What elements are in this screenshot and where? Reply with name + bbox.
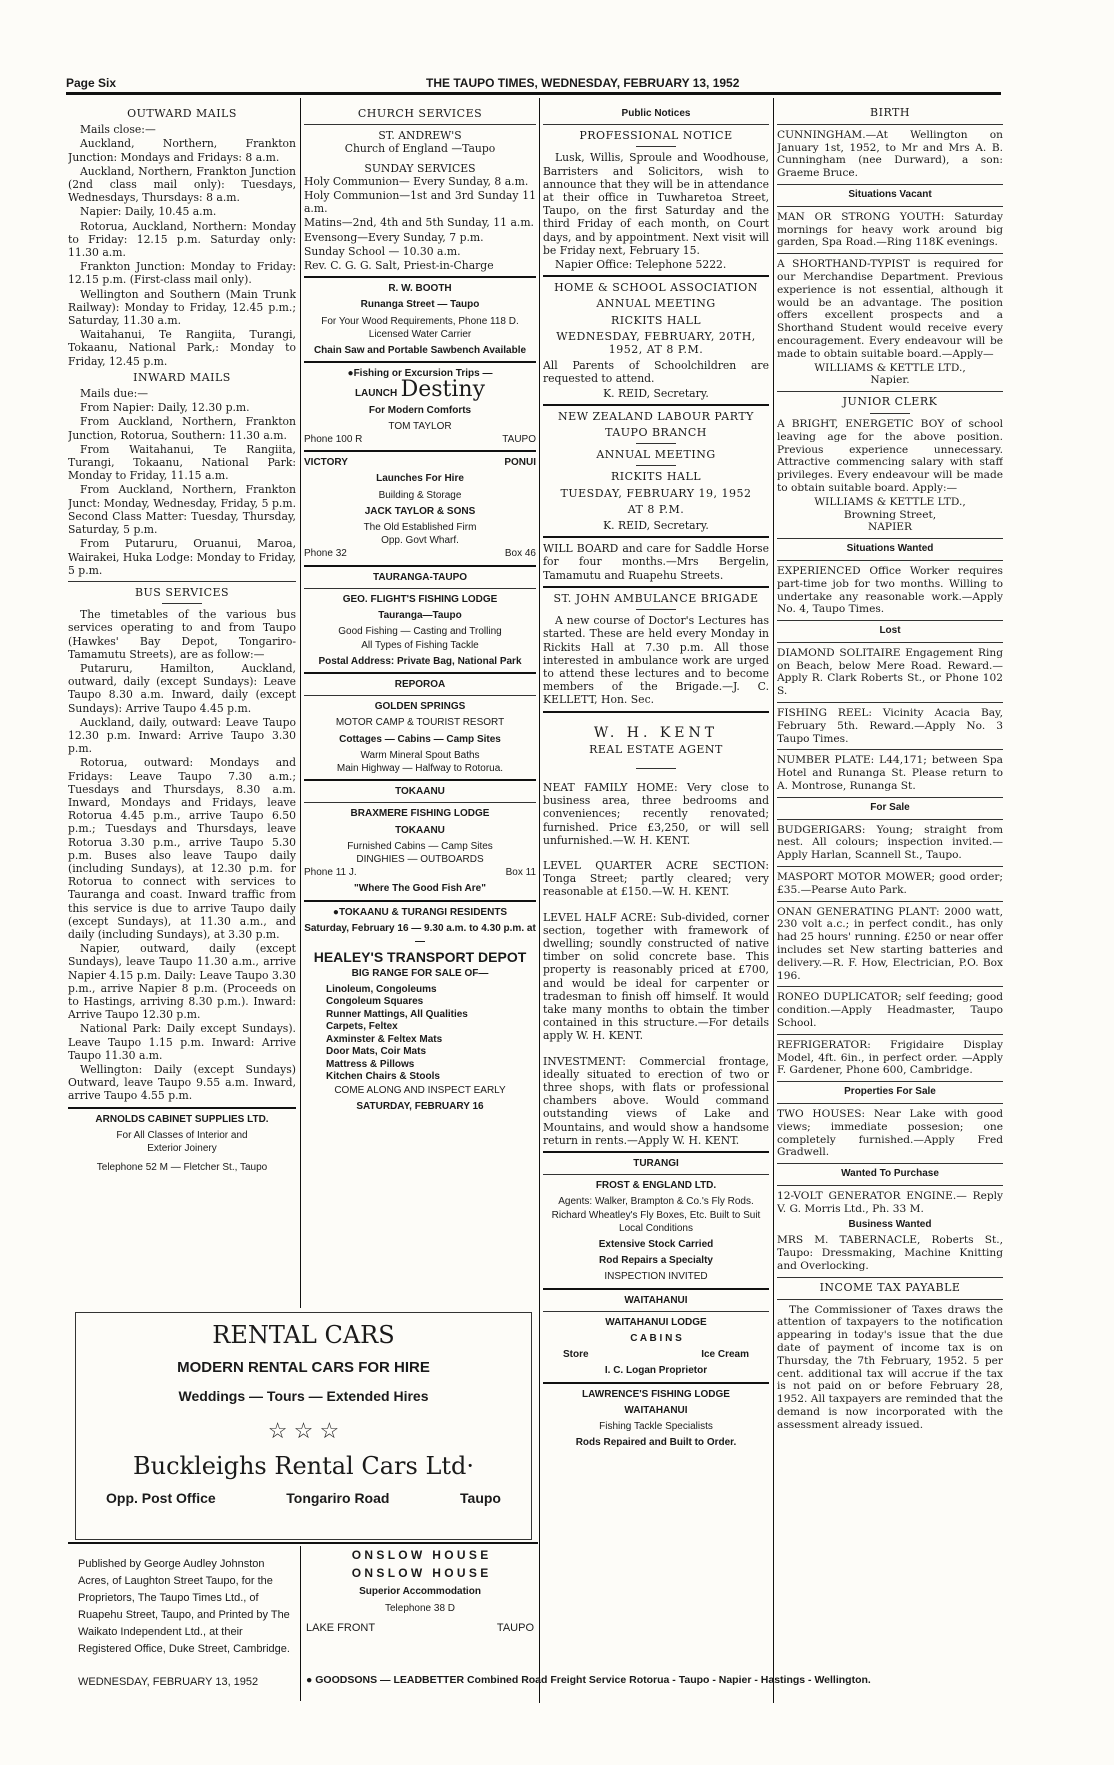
service-item: Holy Communion—1st and 3rd Sunday 11 a.m.: [304, 189, 536, 216]
stjohn-title: ST. JOHN AMBULANCE BRIGADE: [553, 591, 759, 605]
divider: [777, 1163, 1003, 1164]
page-number: Page Six: [66, 76, 117, 90]
divider: [777, 538, 1003, 539]
sale-item: Axminster & Feltex Mats: [326, 1033, 443, 1045]
divider: [777, 1103, 1003, 1104]
divider: [304, 124, 536, 125]
lawrence-title: LAWRENCE'S FISHING LODGE: [582, 1388, 730, 1400]
classified-ad: A BRIGHT, ENERGETIC BOY of school leaving age for the above position. Previous experience unnecessary. Attractive commencing salary with staff privileges. Every endeavour will be made to obtain suitable board. Apply:—: [777, 417, 1003, 494]
divider: [543, 711, 769, 713]
turangi-title: TURANGI: [633, 1158, 679, 1169]
box46: Box 46: [504, 548, 536, 560]
onslow-front: LAKE FRONT: [306, 1622, 376, 1634]
onslow-sup: Superior Accommodation: [359, 1586, 481, 1597]
mail-item: Waitahanui, Te Rangiita, Turangi, Tokaanu, National Park,: Monday to Friday, 12.45 p.m.: [68, 328, 296, 368]
braxmere-sub: TOKAANU: [395, 824, 445, 836]
mail-item: Frankton Junction: Monday to Friday: 12.15 p.m. (First-class mail only).: [68, 260, 296, 287]
footer-goodsons: [306, 1674, 1006, 1686]
will-board: WILL BOARD and care for Saddle Horse for four months.—Mrs Bergelin, Tamamutu and Ruapehu Streets.: [543, 542, 769, 582]
warm-baths: Warm Mineral Spout Baths: [360, 749, 480, 761]
classified-ad: MRS M. TABERNACLE, Roberts St., Taupo: Dressmaking, Machine Knitting and Overlocking.: [777, 1234, 1003, 1272]
divider: [543, 1288, 769, 1290]
dinghies: DINGHIES — OUTBOARDS: [356, 853, 484, 865]
church-sub: Church of England —Taupo: [344, 142, 496, 156]
divider: [777, 1277, 1003, 1278]
column-mails-bus: [68, 104, 296, 1308]
postal: Postal Address: Private Bag, National Park: [318, 655, 522, 667]
wanted-purchase-title: Wanted To Purchase: [841, 1168, 939, 1180]
prof-office: Napier Office: Telephone 5222.: [555, 258, 727, 272]
mail-item: Auckland, Northern, Frankton Junction (2nd class mail only): Tuesdays, Wednesdays, Thursdays: 8 a.m.: [68, 164, 296, 205]
main-highway: Main Highway — Halfway to Rotorua.: [336, 762, 504, 774]
hsa-sub: ANNUAL MEETING: [596, 297, 716, 311]
mail-item: Rotorua, Auckland, Northern: Monday to Friday: 12.15 p.m. Saturday only: 11.30 a.m.: [68, 219, 296, 260]
napier: NAPIER: [868, 521, 912, 534]
jack-taylor: JACK TAYLOR & SONS: [364, 505, 476, 517]
divider: [777, 986, 1003, 987]
launch-label: LAUNCH: [354, 388, 398, 400]
ponui: PONUI: [504, 457, 536, 469]
arnolds-line: For All Classes of Interior and: [116, 1129, 248, 1141]
labour-title: NEW ZEALAND LABOUR PARTY: [558, 409, 754, 423]
divider: [777, 253, 1003, 254]
column-church-ads: [304, 104, 536, 1308]
divider: [543, 1174, 769, 1175]
divider: [304, 565, 536, 567]
tom-taylor: TOM TAYLOR: [388, 420, 452, 432]
divider: [304, 779, 536, 781]
rickits-hall: RICKITS HALL: [610, 470, 702, 484]
divider: [777, 819, 1003, 820]
outward-mails-title: OUTWARD MAILS: [127, 107, 237, 120]
bus-item: National Park: Daily except Sundays). Leave Taupo 1.15 p.m. Inward: Arrive Taupo 11.30 a.m.: [68, 1022, 296, 1062]
frost-title: FROST & ENGLAND LTD.: [595, 1180, 717, 1192]
bus-item: Wellington: Daily (except Sundays) Outward, leave Taupo 9.55 a.m. Inward, arrive Taupo 4.55 p.m.: [68, 1063, 296, 1103]
junior-clerk-title: JUNIOR CLERK: [842, 395, 938, 409]
goodsons-text: GOODSONS — LEADBETTER Combined Road Freight Service Rotorua - Taupo - Napier - Hastings - Wellington.: [315, 1674, 871, 1686]
service-item: Matins—2nd, 4th and 5th Sunday, 11 a.m.: [304, 216, 534, 230]
classified-ad: 12-VOLT GENERATOR ENGINE.— Reply V. G. Morris Ltd., Ph. 33 M.: [777, 1189, 1003, 1215]
onslow-line: O N S L O W H O U S E: [351, 1548, 489, 1562]
taupo-label: TAUPO: [502, 434, 536, 446]
annual-meeting: ANNUAL MEETING: [596, 448, 716, 462]
church-name: ST. ANDREW'S: [378, 129, 462, 143]
arnolds-title: ARNOLDS CABINET SUPPLIES LTD.: [95, 1113, 269, 1125]
kent-sub: REAL ESTATE AGENT: [589, 742, 723, 756]
motor-camp: MOTOR CAMP & TOURIST RESORT: [335, 717, 505, 729]
divider: [636, 609, 676, 610]
service-item: Evensong—Every Sunday, 7 p.m.: [304, 230, 484, 244]
column-classifieds: [777, 104, 1003, 1704]
wanted-title: Situations Wanted: [846, 543, 934, 555]
residents: ● TOKAANU & TURANGI RESIDENTS: [304, 906, 536, 919]
star-icons: ☆ ☆ ☆: [267, 1418, 340, 1443]
header-rule: [66, 92, 1001, 95]
income-tax-title: INCOME TAX PAYABLE: [819, 1280, 961, 1294]
healey-title: HEALEY'S TRANSPORT DEPOT: [313, 949, 527, 966]
divider: [304, 695, 536, 696]
bus-services-title: BUS SERVICES: [134, 585, 230, 599]
tauranga-title: TAURANGA-TAUPO: [372, 571, 468, 583]
launch-name: Destiny: [400, 377, 486, 403]
come-along: COME ALONG AND INSPECT EARLY: [334, 1084, 506, 1096]
rental-line: Weddings — Tours — Extended Hires: [178, 1388, 429, 1404]
williams-kettle: WILLIAMS & KETTLE LTD.,: [814, 495, 966, 508]
divider: [777, 866, 1003, 867]
tackle: All Types of Fishing Tackle: [361, 639, 479, 651]
divider: [777, 184, 1003, 185]
rickits-hall: RICKITS HALL: [610, 313, 702, 327]
mail-item: From Auckland, Northern, Frankton Junct: Monday, Wednesday, Friday, 5 p.m. Second Class Matter: Tuesday, Thursday, Saturday, 5 p.m.: [68, 483, 296, 537]
classified-ad: NUMBER PLATE: L44,171; between Spa Hotel and Runanga St. Please return to A. Montrose, Runanga St.: [777, 754, 1003, 793]
divider: [777, 901, 1003, 902]
lawrence-sub: WAITAHANUI: [624, 1404, 688, 1416]
classified-ad: MASPORT MOTOR MOWER; good order; £35.—Pearse Auto Park.: [777, 871, 1003, 896]
classified-ad: TWO HOUSES: Near Lake with good views; immediate possesion; one completely furnished.—Apply Fred Gradwell.: [777, 1108, 1003, 1159]
williams-kettle: WILLIAMS & KETTLE LTD.,: [814, 361, 966, 374]
saturday-time: Saturday, February 16 — 9.30 a.m. to 4.30 p.m. at—: [304, 922, 536, 947]
divider: [543, 124, 769, 125]
church-title: CHURCH SERVICES: [357, 107, 483, 120]
onslow-line: O N S L O W H O U S E: [351, 1566, 489, 1580]
bus-item: Rotorua, outward: Mondays and Fridays: Leave Taupo 7.30 a.m.; Tuesdays and Thursdays, 8.30 a.m. Inward, Mondays and Fridays, leave Rotorua 4.45 p.m., arrive Taupo 6.50 p.m.; Tuesdays and Thursdays, leave Rotorua 3.30 p.m., arrive Taupo 5.30 p.m. Buses also leave Taupo daily (including Sundays), at 12.30 p.m. for Rotorua to connect with services to Tauranga and coast. Inward traffic from this service is due to arrive Taupo daily (except Sundays), at 11.30 a.m., and daily (including Sundays), at 3.30 p.m.: [68, 756, 296, 941]
birth-body: CUNNINGHAM.—At Wellington on January 1st, 1952, to Mr and Mrs A. B. Cunningham (nee Durward), a son: Graeme Bruce.: [777, 128, 1003, 180]
divider: [777, 642, 1003, 643]
vacant-title: Situations Vacant: [848, 188, 932, 200]
onslow-ad: [306, 1548, 534, 1634]
old-firm: The Old Established Firm: [363, 522, 477, 534]
flight-lodge: GEO. FLIGHT'S FISHING LODGE: [342, 593, 498, 605]
kent-ad: LEVEL QUARTER ACRE SECTION: Tonga Street; partly cleared; very reasonable at £150.—W. H. KENT.: [543, 858, 769, 899]
golden-springs: GOLDEN SPRINGS: [374, 701, 466, 713]
prof-notice-title: PROFESSIONAL NOTICE: [579, 129, 733, 143]
furnished: Furnished Cabins — Camp Sites: [347, 840, 493, 852]
divider: [777, 749, 1003, 750]
comforts: For Modern Comforts: [368, 404, 472, 416]
mail-item: Napier: Daily, 10.45 a.m.: [80, 205, 217, 219]
rental-name: Buckleighs Rental Cars Ltd·: [132, 1452, 475, 1480]
divider: [543, 586, 769, 588]
flight-sub: Tauranga—Taupo: [378, 610, 462, 622]
service-item: Sunday School — 10.30 a.m.: [304, 244, 461, 258]
fishing-head: ● Fishing or Excursion Trips —: [304, 367, 536, 380]
divider: [636, 768, 676, 769]
mail-item: Wellington and Southern (Main Trunk Railway): Monday to Friday, 12.45 p.m.; Saturday, 11.30 a.m.: [68, 287, 296, 328]
business-title: Business Wanted: [848, 1218, 932, 1230]
classified-ad: DIAMOND SOLITAIRE Engagement Ring on Beach, below Mere Road. Reward.—Apply R. Clark Roberts St., or Phone 102 S.: [777, 646, 1003, 698]
rental-opp: Opp. Post Office: [106, 1490, 216, 1506]
divider: [777, 391, 1003, 392]
phone11: Phone 11 J.: [304, 867, 357, 879]
napier: Napier.: [870, 374, 910, 387]
service-item: Holy Communion— Every Sunday, 8 a.m.: [304, 174, 529, 188]
tokaanu-title: TOKAANU: [395, 786, 445, 798]
masthead: THE TAUPO TIMES, WEDNESDAY, FEBRUARY 13, 1952: [426, 76, 740, 90]
stjohn-body: A new course of Doctor's Lectures has started. These are held every Monday in Rickits Hall at 7.30 p.m. All those interested in ambulance work are urged to attend these lectures and to become members of the Brigade.—J. C. KELLETT, Hon. Sec.: [543, 614, 769, 707]
building: Building & Storage: [378, 489, 462, 501]
page-header: [66, 76, 1001, 92]
rental-road: Tongariro Road: [286, 1490, 390, 1506]
lodge-title: WAITAHANUI LODGE: [605, 1316, 707, 1328]
govt-wharf: Opp. Govt Wharf.: [381, 535, 459, 547]
labour-date: TUESDAY, FEBRUARY 19, 1952: [560, 486, 752, 500]
mail-item: Mails due:—: [80, 387, 149, 401]
sale-item: Runner Mattings, All Qualities: [326, 1008, 468, 1020]
good-fish: "Where The Good Fish Are": [354, 883, 486, 895]
kent-ad: INVESTMENT: Commercial frontage, ideally situated to erection of two or three shops, with flats or professional chambers above. Would command outstanding views of Lake and Mountains, and would show a handsome return in rents.—Apply W. H. KENT.: [543, 1054, 769, 1147]
phone100: Phone 100 R: [304, 434, 363, 446]
divider: [777, 1299, 1003, 1300]
sale-item: Kitchen Chairs & Stools: [326, 1071, 440, 1083]
sat-date: SATURDAY, FEBRUARY 16: [356, 1100, 484, 1112]
divider: [68, 1542, 538, 1544]
bus-item: The timetables of the various bus services operating to and from Taupo (Hawkes' Bay Depot, Tongariro-Tamamutu Streets), are as follow:—: [68, 608, 296, 661]
lawrence-body: Fishing Tackle Specialists: [599, 1421, 713, 1433]
hsa-secretary: K. REID, Secretary.: [603, 386, 709, 400]
public-notices-title: Public Notices: [621, 108, 691, 119]
sale-item: Mattress & Pillows: [326, 1058, 415, 1070]
mail-item: From Auckland, Northern, Frankton Junction, Rotorua, Southern: 11.30 a.m.: [68, 415, 296, 442]
hsa-date: WEDNESDAY, FEBRUARY, 20TH, 1952, AT 8 P.M.: [556, 329, 756, 357]
logan: I. C. Logan Proprietor: [604, 1365, 708, 1377]
divider: [304, 900, 536, 902]
good-fishing: Good Fishing — Casting and Trolling: [338, 626, 502, 638]
divider: [304, 450, 536, 452]
store: Store: [563, 1349, 589, 1361]
labour-secretary: K. REID, Secretary.: [603, 519, 709, 533]
col-divider: [300, 1546, 301, 1701]
kent-title: W. H. KENT: [593, 724, 719, 741]
divider: [777, 1081, 1003, 1082]
divider: [636, 443, 676, 444]
mail-item: From Waitahanui, Te Rangiita, Turangi, Tokaanu, National Park: Monday to Friday, 11.15 a.m.: [68, 442, 296, 483]
divider: [777, 797, 1003, 798]
divider: [543, 1151, 769, 1153]
lost-title: Lost: [879, 625, 901, 637]
cottages: Cottages — Cabins — Camp Sites: [339, 733, 501, 745]
classified-ad: RONEO DUPLICATOR; self feeding; good condition.—Apply Headmaster, Taupo School.: [777, 991, 1003, 1030]
classified-ad: FISHING REEL: Vicinity Acacia Bay, February 5th. Reward.—Apply No. 3 Taupo Times.: [777, 707, 1003, 745]
victory: VICTORY: [304, 457, 348, 469]
col-divider: [300, 98, 301, 1308]
bus-item: Putaruru, Hamilton, Auckland, outward, daily (except Sundays): Leave Taupo 8.30 a.m. Inward, daily (except Sundays): Arrive Taupo 4.45 p.m.: [68, 661, 296, 715]
divider: [162, 603, 202, 604]
sale-item: Door Mats, Coir Mats: [326, 1046, 427, 1058]
classified-ad: EXPERIENCED Office Worker requires part-time job for two months. Willing to undertake any reasonable work.—Apply No. 4, Taupo Times.: [777, 564, 1003, 616]
divider: [304, 361, 536, 363]
classified-ad: REFRIGERATOR: Frigidaire Display Model, 4ft. 6in., in perfect order. —Apply F. Gardener, Phone 600, Cambridge.: [777, 1038, 1003, 1077]
income-tax-body: The Commissioner of Taxes draws the attention of taxpayers to the notification appearing in today's issue that the due date of payment of income tax is on Thursday, the 7th February, 1952. 5 per cent. additional tax will accrue if the tax is not paid on or before February 28, 1952. All taxpayers are reminded that the demand is now incorporated with the assessment already issued.: [777, 1303, 1003, 1431]
divider: [777, 1185, 1003, 1186]
classified-ad: A SHORTHAND-TYPIST is required for our Merchandise Department. Previous experience is not essential, although it would be an advantage. The position offers excellent prospects and a Shorthand Student would receive every encouragement. Every endeavour will be made to obtain suitable board.—Apply—: [777, 258, 1003, 360]
arnolds-phone: Telephone 52 M — Fletcher St., Taupo: [96, 1162, 268, 1174]
divider: [304, 588, 536, 589]
reporoa-title: REPOROA: [394, 678, 446, 690]
divider: [636, 465, 676, 466]
service-item: Rev. C. G. G. Salt, Priest-in-Charge: [304, 259, 494, 273]
divider: [543, 536, 769, 538]
hsa-title: HOME & SCHOOL ASSOCIATION: [554, 281, 758, 295]
sale-item: Carpets, Feltex: [326, 1021, 398, 1033]
classified-ad: ONAN GENERATING PLANT: 2000 watt, 230 volt a.c.; in perfect condit., has only had 25 hours' running. £250 or near offer includes set New starting batteries and delivery.—R. F. How, Electrician, P.O. Box 196.: [777, 905, 1003, 982]
divider: [543, 404, 769, 406]
divider: [543, 275, 769, 277]
frost-inspect: INSPECTION INVITED: [604, 1271, 708, 1283]
booth-sub: Runanga Street — Taupo: [360, 299, 480, 311]
rental-title: RENTAL CARS: [212, 1321, 395, 1349]
props-title: Properties For Sale: [844, 1086, 936, 1098]
sale-item: Congoleum Squares: [326, 996, 424, 1008]
launches-hire: Launches For Hire: [376, 473, 464, 485]
divider: [636, 146, 676, 147]
divider: [777, 620, 1003, 621]
ice-cream: Ice Cream: [701, 1349, 749, 1361]
inward-mails-title: INWARD MAILS: [133, 370, 231, 384]
browning-street: Browning Street,: [843, 508, 937, 521]
column-notices: [543, 104, 769, 1704]
kent-ad: LEVEL HALF ACRE: Sub-divided, corner section, together with framework of dwelling; soundly constructed of native timber on solid concrete base. This property is reasonably priced at £700, and would be ideal for carpenter or tradesman to finish off himself. It would take many months to obtain the timber contained in this structure.—For details apply W. H. KENT.: [543, 910, 769, 1043]
col-divider: [773, 98, 774, 1703]
frost-stock: Extensive Stock Carried: [598, 1239, 714, 1251]
classified-ad: MAN OR STRONG YOUTH: Saturday mornings for heavy work around big garden, Spa Road.—Ring 118K evenings.: [777, 210, 1003, 249]
divider: [777, 1034, 1003, 1035]
labour-time: AT 8 P.M.: [627, 502, 685, 516]
divider: [304, 802, 536, 803]
mail-item: Mails close:—: [80, 123, 156, 137]
footer-date: WEDNESDAY, FEBRUARY 13, 1952: [78, 1676, 259, 1688]
waitahanui-title: WAITAHANUI: [624, 1294, 688, 1306]
divider: [777, 560, 1003, 561]
mail-item: Auckland, Northern, Frankton Junction: Mondays and Fridays: 8 a.m.: [68, 137, 296, 164]
booth-line: For Your Wood Requirements, Phone 118 D. Licensed Water Carrier: [321, 315, 519, 340]
forsale-title: For Sale: [870, 801, 910, 813]
sale-item: Linoleum, Congoleums: [326, 983, 437, 995]
phone32: Phone 32: [304, 548, 347, 560]
rental-sub: MODERN RENTAL CARS FOR HIRE: [177, 1359, 430, 1376]
onslow-tel: Telephone 38 D: [384, 1603, 456, 1614]
box11: Box 11: [505, 867, 536, 879]
booth-chain: Chain Saw and Portable Sawbench Available: [313, 345, 527, 357]
divider: [777, 702, 1003, 703]
col-divider: [539, 98, 540, 1703]
sunday-title: SUNDAY SERVICES: [364, 161, 476, 175]
frost-rod: Rod Repairs a Specialty: [599, 1255, 713, 1267]
divider: [68, 1107, 296, 1109]
bullet-icon: ●: [306, 1674, 316, 1686]
hsa-body: All Parents of Schoolchildren are requested to attend.: [543, 359, 769, 386]
imprint: Published by George Audley Johnston Acres, of Laughton Street Taupo, for the Proprietors, The Taupo Times Ltd., of Ruapehu Street, Taupo, and Printed by The Waikato Independent Ltd., at their Registered Office, Duke Street, Cambridge.: [78, 1558, 290, 1655]
rental-taupo: Taupo: [460, 1490, 501, 1506]
bus-item: Napier, outward, daily (except Sundays), leave Taupo 11.30 a.m., arrive Napier 4.15 p.m. Daily: Leave Taupo 3.30 p.m., arrive Napier 8 p.m. (Proceeds on to Hastings, arriving 8.30 p.m.). Inward: Arrive Taupo 12.30 p.m.: [68, 942, 296, 1022]
divider: [870, 413, 910, 414]
divider: [304, 672, 536, 674]
prof-notice-body: Lusk, Willis, Sproule and Woodhouse, Barristers and Solicitors, wish to announce that they will be in attendance at their office in Tuwharetoa Street, Taupo, on the first Saturday and the third Friday of each month, on Court days, and by appointment. Next visit will be Friday next, February 15.: [543, 151, 769, 257]
booth-title: R. W. BOOTH: [388, 283, 452, 295]
rental-cars-ad: [75, 1312, 532, 1540]
divider: [777, 124, 1003, 125]
mail-item: From Napier: Daily, 12.30 p.m.: [80, 401, 250, 415]
arnolds-line: Exterior Joinery: [147, 1143, 217, 1155]
onslow-taupo: TAUPO: [496, 1622, 534, 1634]
cabins: C A B I N S: [630, 1333, 682, 1345]
divider: [543, 1382, 769, 1384]
mail-item: From Putaruru, Oruanui, Maroa, Wairakei, Huka Lodge: Monday to Friday, 5 p.m.: [68, 537, 296, 577]
divider: [304, 276, 536, 278]
birth-title: BIRTH: [870, 106, 910, 119]
bus-item: Auckland, daily, outward: Leave Taupo 12.30 p.m. Inward: Arrive Taupo 3.30 p.m.: [68, 715, 296, 756]
frost-body: Agents: Walker, Brampton & Co.'s Fly Rods. Richard Wheatley's Fly Boxes, Etc. Built to Suit Local Conditions: [551, 1196, 761, 1234]
classified-ad: BUDGERIGARS: Young; straight from nest. All colours; inspection invited.—Apply Harlan, Scannell St., Taupo.: [777, 823, 1003, 862]
divider: [543, 1311, 769, 1312]
braxmere: BRAXMERE FISHING LODGE: [350, 808, 490, 820]
divider: [777, 206, 1003, 207]
divider: [68, 581, 296, 582]
kent-ad: NEAT FAMILY HOME: Very close to business area, three bedrooms and conveniences; recently renovated; furnished. Price £3,250, or will sell unfurnished.—W. H. KENT.: [543, 780, 769, 847]
labour-sub: TAUPO BRANCH: [605, 426, 707, 440]
lawrence-rods: Rods Repaired and Built to Order.: [575, 1437, 737, 1449]
big-range: BIG RANGE FOR SALE OF—: [351, 968, 489, 980]
